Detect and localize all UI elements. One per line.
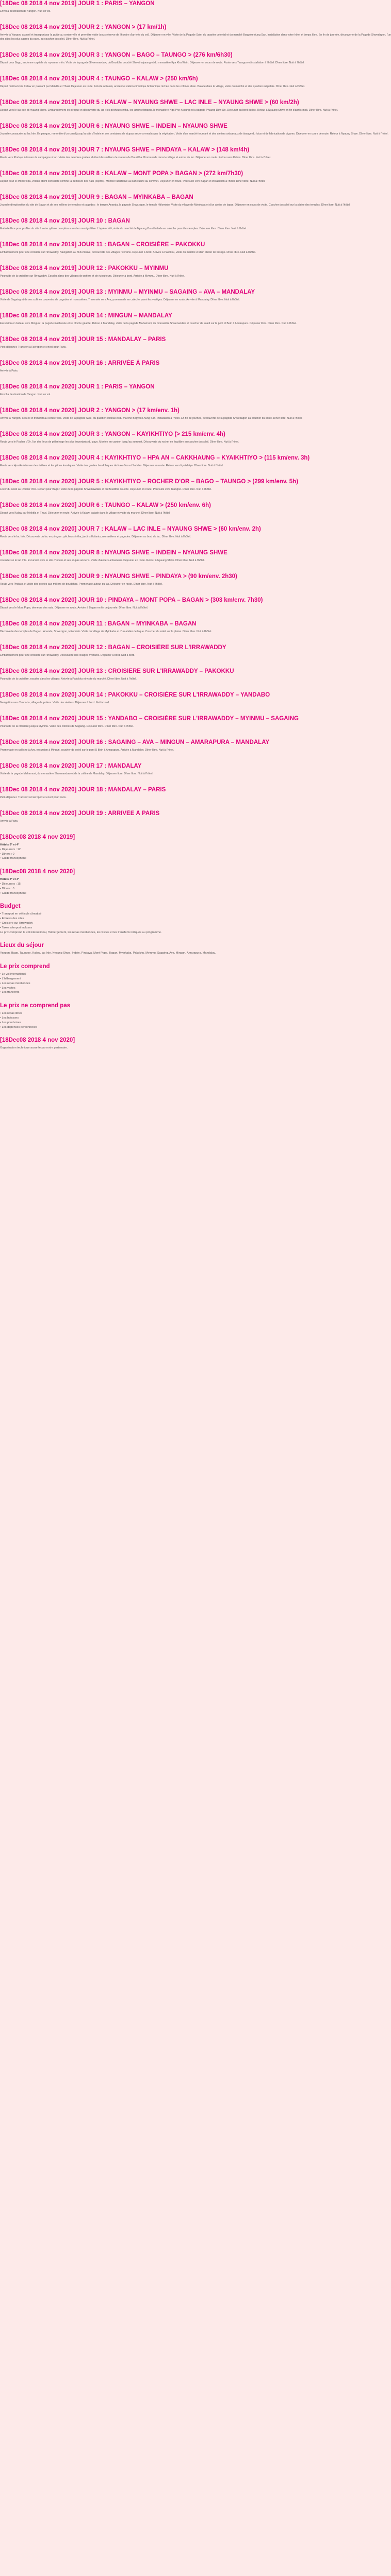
day-entry [0, 123, 391, 136]
list-line: • Transport en véhicule climatisé [0, 912, 42, 916]
list-line: • Les pourboires [0, 1021, 21, 1024]
day-title: [18Dec 08 2018 4 nov 2019] JOUR 12 : PAKOKKU – MYINMU [0, 265, 169, 272]
day-title: [18Dec 08 2018 4 nov 2020] JOUR 12 : BAGAN – CROISIÈRE SUR L'IRRAWADDY [0, 645, 226, 651]
day-description: Arrivée à Paris. [0, 820, 19, 823]
day-entry [0, 644, 391, 657]
list-line: • Dîners : 0 [0, 852, 14, 856]
list-line: • Les transferts [0, 991, 20, 994]
day-entry [0, 739, 391, 752]
paragraph: Yangon, Bago, Taungoo, Kalaw, lac Inle, Nyaung Shwe, Indein, Pindaya, Mont Popa, Bagan, Myinkaba, Pakokku, Myinmu, Sagaing, Ava, Mingun, Amarapura, Mandalay. [0, 952, 216, 955]
day-entry [0, 810, 391, 823]
list-line: • Taxes aéroport incluses [0, 926, 32, 929]
day-title: [18Dec 08 2018 4 nov 2019] JOUR 2 : YANGON > (17 km/1h) [0, 24, 167, 30]
day-description: Journée d'exploration du site de Bagan et de ses milliers de temples et pagodes : le temple Ananda, la pagode Shwezigon, le temple Htilominlo. Visite du village de Myinkaba et d'un atelier de laque. Déjeuner en cours de visite. Coucher du soleil sur la plaine des temples. Dîner libre. Nuit à l'hôtel. [0, 204, 351, 207]
day-description: Petit-déjeuner. Transfert à l'aéroport et envol pour Paris. [0, 346, 67, 349]
day-title: [18Dec 08 2018 4 nov 2020] JOUR 18 : MANDALAY – PARIS [0, 787, 166, 793]
day-entry [0, 454, 391, 468]
day-title: [18Dec 08 2018 4 nov 2020] JOUR 15 : YANDABO – CROISIÈRE SUR L'IRRAWADDY – MYINMU – SAGAING [0, 716, 299, 722]
day-description: Arrivée à Yangon, accueil et transport par la guide au centre-ville et première visite (sous réserve de l'horaire d'arrivée du vol). Déjeuner en ville. Visite de la Pagode Sule, du quartier colonial et du marché Bogyoke Aung San. Installation dans votre hôtel et temps libre. En fin de journée, découverte de la Pagode Shwedagon, l'un des sites les plus sacrés du pays, au coucher du soleil. Dîner libre. Nuit à l'hôtel. [0, 33, 391, 41]
price-includes-section [0, 963, 391, 995]
day-entry [0, 431, 391, 444]
list-line: • Entrées des sites [0, 917, 24, 921]
section-title: [18Dec08 2018 4 nov 2019] [0, 834, 75, 840]
day-description: Petit-déjeuner. Transfert à l'aéroport et envol pour Paris. [0, 796, 67, 799]
day-title: [18Dec 08 2018 4 nov 2019] JOUR 13 : MYINMU – MYINMU – SAGAING – AVA – MANDALAY [0, 289, 255, 295]
day-title: [18Dec 08 2018 4 nov 2020] JOUR 7 : KALAW – LAC INLE – NYAUNG SHWE > (60 km/env. 2h) [0, 526, 261, 532]
list-line: • Les visites [0, 986, 15, 990]
day-description: Navigation vers Yandabo, village de potiers. Visite des ateliers. Déjeuner à bord. Nuit à bord. [0, 701, 110, 704]
day-description: Excursion en bateau vers Mingun : la pagode inachevée et sa cloche géante. Retour à Mandalay, visite de la pagode Mahamuni, du monastère Shwenandaw et coucher de soleil sur le pont U Bein à Amarapura. Déjeuner libre. Dîner libre. Nuit à l'hôtel. [0, 322, 297, 325]
day-entry [0, 146, 391, 160]
day-description: Départ vers le lac Inle et Nyaung Shwe. Embarquement en pirogue et découverte du lac : les pêcheurs intha, les jardins flottants, le monastère Nga Phe Kyaung et la pagode Phaung Daw Oo. Déjeuner au bord du lac. Retour à Nyaung Shwe en fin d'après-midi. Dîner libre. Nuit à l'hôtel. [0, 109, 338, 112]
day-entry [0, 265, 391, 278]
list-line: • Dîners : 0 [0, 887, 14, 890]
list-line: • Croisière sur l'Irrawaddy [0, 921, 33, 925]
list-line-bold: Hôtels 3* et 4* [0, 843, 20, 846]
day-title: [18Dec 08 2018 4 nov 2020] JOUR 13 : CROISIÈRE SUR L'IRRAWADDY – PAKOKKU [0, 668, 234, 674]
day-title: [18Dec 08 2018 4 nov 2020] JOUR 3 : YANGON – KAYIKHTIYO (> 215 km/env. 4h) [0, 431, 225, 437]
paragraph: Le prix comprend le vol international, l'hébergement, les repas mentionnés, les visites et les transferts indiqués au programme. [0, 930, 162, 934]
day-title: [18Dec 08 2018 4 nov 2019] JOUR 9 : BAGAN – MYINKABA – BAGAN [0, 194, 193, 200]
day-title: [18Dec 08 2018 4 nov 2019] JOUR 16 : ARRIVÉE À PARIS [0, 360, 160, 366]
day-entry [0, 478, 391, 492]
day-entry [0, 691, 391, 705]
day-title: [18Dec 08 2018 4 nov 2020] JOUR 11 : BAGAN – MYINKABA – BAGAN [0, 621, 197, 627]
day-description: Départ pour Bago, ancienne capitale du royaume môn. Visite de la pagode Shwemawdaw, du Bouddha couché Shwethalyaung et du monastère Kya Kha Wain. Déjeuner en cours de route. Route vers Taungoo et installation à l'hôtel. Dîner libre. Nuit à l'hôtel. [0, 61, 305, 64]
day-description: Lever du soleil au Rocher d'Or. Départ pour Bago : visite de la pagode Shwemawdaw et du Bouddha couché. Déjeuner en route. Poursuite vers Taungoo. Dîner libre. Nuit à l'hôtel. [0, 488, 212, 491]
day-entry [0, 715, 391, 728]
day-description: Envol à destination de Yangon. Nuit en vol. [0, 393, 51, 396]
day-title: [18Dec 08 2018 4 nov 2020] JOUR 9 : NYAUNG SHWE – PINDAYA > (90 km/env. 2h30) [0, 573, 237, 580]
section-title: Lieux du séjour [0, 942, 44, 949]
day-title: [18Dec 08 2018 4 nov 2019] JOUR 15 : MANDALAY – PARIS [0, 336, 166, 343]
day-description: Visite de Sagaing et de ses collines couvertes de pagodes et monastères. Traversée vers Ava, promenade en calèche parmi les vestiges. Déjeuner en route. Arrivée à Mandalay. Dîner libre. Nuit à l'hôtel. [0, 298, 240, 301]
day-title: [18Dec 08 2018 4 nov 2020] JOUR 4 : KAYIKHTIYO – HPA AN – CAKKHAUNG – KYAIKHTIYO > (115 km/env. 3h) [0, 455, 310, 461]
list-line: • Les repas libres [0, 1012, 22, 1015]
day-title: [18Dec 08 2018 4 nov 2019] JOUR 6 : NYAUNG SHWE – INDEIN – NYAUNG SHWE [0, 123, 227, 129]
day-title: [18Dec 08 2018 4 nov 2019] JOUR 10 : BAGAN [0, 218, 130, 224]
day-entry [0, 336, 391, 349]
section-title: Budget [0, 903, 21, 910]
day-title: [18Dec 08 2018 4 nov 2019] JOUR 1 : PARIS – YANGON [0, 1, 155, 7]
day-title: [18Dec 08 2018 4 nov 2020] JOUR 5 : KAYIKHTIYO – ROCHER D'OR – BAGO – TAUNGO > (299 km/env. 5h) [0, 479, 299, 485]
price-excludes-section [0, 1002, 391, 1029]
day-entry [0, 312, 391, 326]
day-title: [18Dec 08 2018 4 nov 2020] JOUR 2 : YANGON > (17 km/env. 1h) [0, 408, 180, 414]
day-entry [0, 52, 391, 65]
day-description: Départ vers le Mont Popa, demeure des nats. Déjeuner en route. Arrivée à Bagan en fin de journée. Dîner libre. Nuit à l'hôtel. [0, 606, 149, 609]
day-title: [18Dec 08 2018 4 nov 2019] JOUR 14 : MINGUN – MANDALAY [0, 313, 172, 319]
day-title: [18Dec 08 2018 4 nov 2019] JOUR 4 : TAUNGO – KALAW > (250 km/6h) [0, 76, 198, 82]
day-entry [0, 668, 391, 681]
list-line: • Les boissons [0, 1016, 19, 1020]
day-entry [0, 0, 391, 13]
list-line: • Les repas mentionnés [0, 981, 30, 985]
page [0, 0, 391, 1050]
section-title: [18Dec08 2018 4 nov 2020] [0, 1037, 75, 1044]
day-title: [18Dec 08 2018 4 nov 2020] JOUR 1 : PARIS – YANGON [0, 384, 155, 390]
list-line: • Guide francophone [0, 857, 27, 860]
day-title: [18Dec 08 2018 4 nov 2020] JOUR 10 : PINDAYA – MONT POPA – BAGAN > (303 km/env. 7h30) [0, 597, 263, 603]
day-title: [18Dec 08 2018 4 nov 2020] JOUR 16 : SAGAING – AVA – MINGUN – AMARAPURA – MANDALAY [0, 739, 270, 745]
day-entry [0, 407, 391, 420]
list-line-bold: Hôtels 3* et 4* [0, 878, 20, 882]
day-title: [18Dec 08 2018 4 nov 2020] JOUR 8 : NYAUNG SHWE – INDEIN – NYAUNG SHWE [0, 550, 227, 556]
day-title: [18Dec 08 2018 4 nov 2019] JOUR 8 : KALAW – MONT POPA > BAGAN > (272 km/7h30) [0, 171, 243, 177]
day-description: Journée consacrée au lac Inle. En pirogue, remontée d'un canal jusqu'au site d'Indein et ses centaines de stupas anciens envahis par la végétation. Visite d'un marché tournant et des ateliers artisanaux de tissage du lotus et de fabrication de cigares. Déjeuner en cours de route. Retour à Nyaung Shwe. Dîner libre. Nuit à l'hôtel. [0, 132, 388, 135]
day-entry [0, 620, 391, 634]
day-entry [0, 383, 391, 397]
day-description: Départ pour le Mont Popa, volcan éteint considéré comme la demeure des nats (esprits). Montée facultative au sanctuaire au sommet. Déjeuner en route. Poursuite vers Bagan et installation à l'hôtel. Dîner libre. Nuit à l'hôtel. [0, 180, 266, 183]
section-title: Le prix comprend [0, 963, 50, 970]
day-entry [0, 289, 391, 302]
day-description: Poursuite de la croisière jusqu'à Myinmu. Visite des collines de Sagaing. Déjeuner libre. Dîner libre. Nuit à l'hôtel. [0, 725, 134, 728]
list-line: • Le vol international [0, 973, 26, 976]
day-entry [0, 549, 391, 563]
day-description: Embarquement pour une croisière sur l'Irrawaddy. Découverte des villages riverains. Déjeuner à bord. Nuit à bord. [0, 654, 135, 657]
day-description: Visite de la pagode Mahamuni, du monastère Shwenandaw et de la colline de Mandalay. Déjeuner libre. Dîner libre. Nuit à l'hôtel. [0, 772, 153, 775]
footer-section [0, 1037, 391, 1050]
day-entry [0, 194, 391, 207]
day-entry [0, 526, 391, 539]
day-description: Route vers le Rocher d'Or, l'un des lieux de pèlerinage les plus importants du pays. Montée en camion jusqu'au sommet. Découverte du rocher en équilibre au coucher du soleil. Dîner libre. Nuit à l'hôtel. [0, 440, 239, 444]
day-description: Départ matinal vers Kalaw en passant par Meiktila et Thazi. Déjeuner en route. Arrivée à Kalaw, ancienne station climatique britannique nichée dans les collines shan. Balade dans le village, visite du marché et des quartiers népalais. Dîner libre. Nuit à l'hôtel. [0, 85, 305, 88]
day-title: [18Dec 08 2018 4 nov 2019] JOUR 7 : NYAUNG SHWE – PINDAYA – KALAW > (148 km/4h) [0, 147, 250, 153]
day-entry [0, 762, 391, 776]
day-title: [18Dec 08 2018 4 nov 2020] JOUR 14 : PAKOKKU – CROISIÈRE SUR L'IRRAWADDY – YANDABO [0, 692, 270, 698]
day-entry [0, 360, 391, 373]
day-title: [18Dec 08 2018 4 nov 2020] JOUR 19 : ARRIVÉE À PARIS [0, 810, 160, 817]
list-line: • Les dépenses personnelles [0, 1025, 37, 1029]
list-line: Organisation technique assurée par notre partenaire. [0, 1046, 68, 1050]
day-entry [0, 597, 391, 610]
day-title: [18Dec 08 2018 4 nov 2020] JOUR 6 : TAUNGO – KALAW > (250 km/env. 6h) [0, 502, 211, 509]
day-description: Embarquement pour une croisière sur l'Irrawaddy. Navigation au fil du fleuve, découverte des villages riverains. Déjeuner à bord. Arrivée à Pakokku, visite du marché et d'un atelier de tissage. Dîner libre. Nuit à l'hôtel. [0, 251, 256, 254]
day-entry [0, 502, 391, 515]
day-description: Promenade en calèche à Ava, excursion à Mingun, coucher de soleil sur le pont U Bein à Amarapura. Arrivée à Mandalay. Dîner libre. Nuit à l'hôtel. [0, 749, 174, 752]
day-description: Départ vers Kalaw par Meiktila et Thazi. Déjeuner en route. Arrivée à Kalaw, balade dans le village et visite du marché. Dîner libre. Nuit à l'hôtel. [0, 512, 171, 515]
day-title: [18Dec 08 2018 4 nov 2019] JOUR 11 : BAGAN – CROISIÈRE – PAKOKKU [0, 242, 205, 248]
list-line: • Déjeuners : 12 [0, 848, 21, 851]
day-entry [0, 786, 391, 800]
day-title: [18Dec 08 2018 4 nov 2019] JOUR 5 : KALAW – NYAUNG SHWE – LAC INLE – NYAUNG SHWE > (60 km/2h) [0, 99, 299, 106]
day-description: Découverte des temples de Bagan : Ananda, Shwezigon, Htilominlo. Visite du village de Myinkaba et d'un atelier de laque. Coucher du soleil sur la plaine. Dîner libre. Nuit à l'hôtel. [0, 630, 212, 633]
meals-summary-2020 [0, 868, 391, 895]
day-description: Poursuite de la croisière sur l'Irrawaddy. Escales dans des villages de potiers et de riziculteurs. Déjeuner à bord. Arrivée à Myinmu. Dîner libre. Nuit à l'hôtel. [0, 275, 185, 278]
day-description: Journée sur le lac Inle. Excursion vers le site d'Indein et ses stupas anciens. Visite d'ateliers artisanaux. Déjeuner en route. Retour à Nyaung Shwe. Dîner libre. Nuit à l'hôtel. [0, 559, 205, 562]
list-line: • Guide francophone [0, 891, 27, 895]
section-title: Le prix ne comprend pas [0, 1003, 71, 1009]
day-description: Route vers Pindaya et visite des grottes aux milliers de bouddhas. Promenade autour du lac. Déjeuner en route. Dîner libre. Nuit à l'hôtel. [0, 583, 163, 586]
day-title: [18Dec 08 2018 4 nov 2019] JOUR 3 : YANGON – BAGO – TAUNGO > (276 km/6h30) [0, 52, 233, 58]
day-description: Route vers Pindaya à travers la campagne shan. Visite des célèbres grottes abritant des milliers de statues de Bouddha. Promenade dans le village et autour du lac. Déjeuner en route. Retour vers Kalaw. Dîner libre. Nuit à l'hôtel. [0, 156, 271, 159]
day-description: Matinée libre pour profiter du site à votre rythme ou option survol en montgolfière. L'après-midi, visite du marché de Nyaung Oo et balade en calèche parmi les temples. Déjeuner libre. Dîner libre. Nuit à l'hôtel. [0, 227, 247, 230]
budget-section [0, 903, 391, 935]
day-entry [0, 573, 391, 586]
day-description: Route vers Hpa An à travers les rizières et les pitons karstiques. Visite des grottes bouddhiques de Kaw Gon et Saddan. Déjeuner en route. Retour vers Kyaikhtiyo. Dîner libre. Nuit à l'hôtel. [0, 464, 224, 467]
day-description: Route vers le lac Inle. Découverte du lac en pirogue : pêcheurs intha, jardins flottants, monastères et pagodes. Déjeuner au bord du lac. Dîner libre. Nuit à l'hôtel. [0, 535, 191, 538]
day-entry [0, 24, 391, 41]
list-line: • Déjeuners : 15 [0, 882, 21, 886]
meals-summary-2019 [0, 834, 391, 861]
day-entry [0, 217, 391, 231]
day-description: Envol à destination de Yangon. Nuit en vol. [0, 10, 51, 13]
day-description: Arrivée à Paris. [0, 369, 19, 372]
day-entry [0, 241, 391, 255]
places-section [0, 942, 391, 956]
day-entry [0, 75, 391, 89]
day-description: Arrivée à Yangon, accueil et transfert au centre-ville. Visite de la pagode Sule, du quartier colonial et du marché Bogyoke Aung San. Installation à l'hôtel. En fin de journée, découverte de la pagode Shwedagon au coucher du soleil. Dîner libre. Nuit à l'hôtel. [0, 417, 303, 420]
day-entry [0, 99, 391, 112]
day-title: [18Dec 08 2018 4 nov 2020] JOUR 17 : MANDALAY [0, 763, 142, 769]
section-title: [18Dec08 2018 4 nov 2020] [0, 869, 75, 875]
list-line: • L'hébergement [0, 977, 21, 980]
day-entry [0, 170, 391, 183]
day-description: Poursuite de la croisière, escales dans les villages. Arrivée à Pakokku et visite du marché. Dîner libre. Nuit à l'hôtel. [0, 677, 137, 681]
